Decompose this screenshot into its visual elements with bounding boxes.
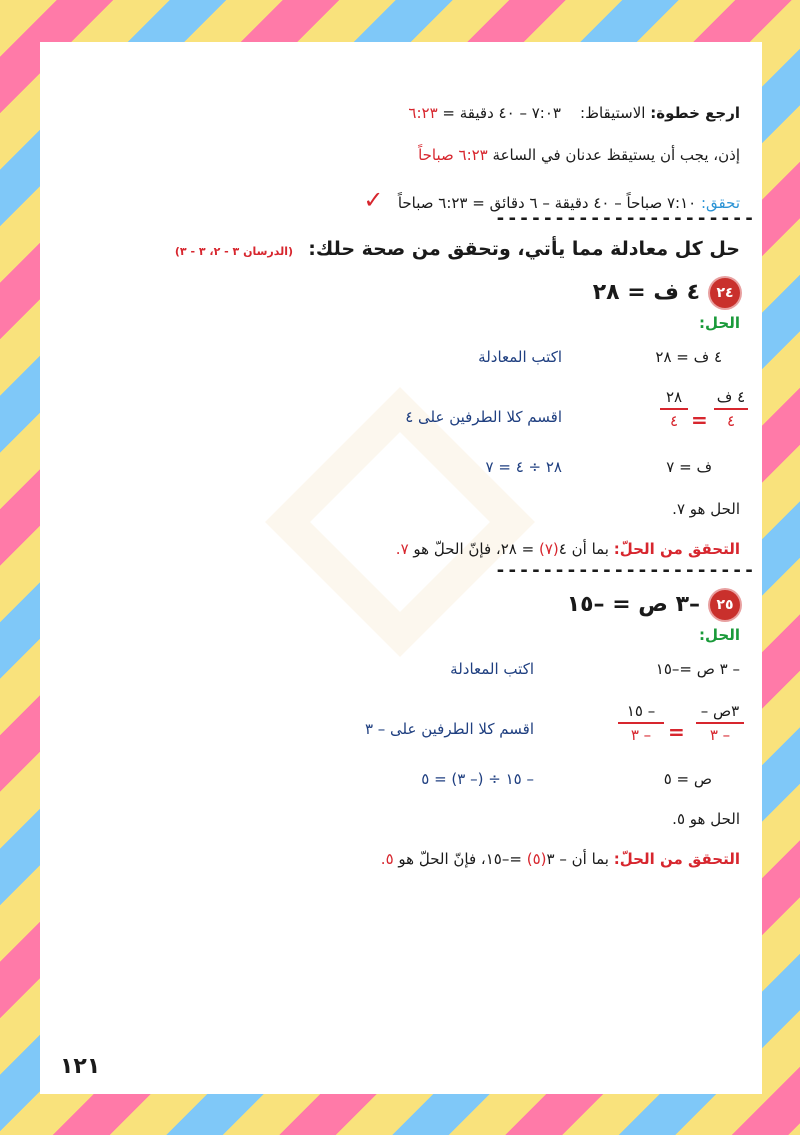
p25-step3-note: – ١٥ ÷ (– ٣) = ٥ — [421, 770, 534, 788]
p25-verify-line — [381, 850, 740, 868]
p24-frac-left-num: ٤ ف — [716, 388, 746, 406]
p24-equals: = — [691, 408, 708, 432]
problem-24-badge: ٢٤ — [710, 278, 740, 308]
problem-25-badge: ٢٥ — [710, 590, 740, 620]
p25-frac-left — [696, 702, 744, 744]
p25-answer: الحل هو ٥. — [672, 810, 740, 828]
section-lessons: (الدرسان ٣ - ٢، ٣ - ٣) — [174, 245, 294, 258]
p24-frac-right-num: ٢٨ — [665, 388, 683, 406]
check-mark-icon: ✓ — [363, 186, 384, 214]
p25-frac-left-den: ٣ – — [709, 726, 731, 744]
page-number: ١٢١ — [60, 1054, 101, 1079]
review-line — [408, 104, 740, 122]
p24-frac-left — [714, 388, 748, 430]
review-label: ارجع خطوة: — [650, 104, 740, 122]
p24-step3-note: ٢٨ ÷ ٤ = ٧ — [485, 458, 562, 476]
p24-frac-right-den: ٤ — [669, 412, 679, 430]
p24-step3-eq: ف = ٧ — [666, 458, 712, 476]
p25-verify-d: ٥. — [380, 850, 394, 868]
p25-verify-a: بما أن – ٣ — [546, 850, 609, 868]
p24-verify-a: بما أن ٤ — [558, 540, 609, 558]
p25-frac-right-den: ٣ – — [630, 726, 652, 744]
p24-step2-note: اقسم كلا الطرفين على ٤ — [405, 408, 562, 426]
problem-25-solution-label: الحل: — [699, 626, 740, 644]
problem-24-equation: ٤ ف = ٢٨ — [592, 280, 700, 305]
p25-step1-eq: – ٣ ص =–١٥ — [655, 660, 740, 678]
then-time: ٦:٢٣ صباحاً — [418, 146, 488, 164]
p25-verify-label: التحقق من الحلّ: — [613, 850, 740, 868]
p25-frac-right-num: ١٥ – — [626, 702, 656, 720]
p24-verify-d: ٧. — [395, 540, 409, 558]
p24-verify-c: = ٢٨، فإنّ الحلّ هو — [413, 540, 535, 558]
section-heading: حل كل معادلة مما يأتي، وتحقق من صحة حلك: — [308, 238, 740, 260]
p24-verify-label: التحقق من الحلّ: — [613, 540, 740, 558]
p25-step1-note: اكتب المعادلة — [450, 660, 534, 678]
check-label: تحقق: — [700, 194, 740, 212]
p24-step1-note: اكتب المعادلة — [478, 348, 562, 366]
p24-step1-eq: ٤ ف = ٢٨ — [655, 348, 722, 366]
p24-answer: الحل هو ٧. — [672, 500, 740, 518]
review-calc: ٧:٠٣ – ٤٠ دقيقة = — [442, 104, 561, 122]
problem-24-solution-label: الحل: — [699, 314, 740, 332]
then-line — [418, 146, 740, 164]
section-heading-line — [175, 238, 740, 260]
review-text: الاستيقاظ: — [580, 104, 646, 122]
review-result: ٦:٢٣ — [408, 104, 438, 122]
p24-frac-right — [660, 388, 688, 430]
p24-verify-line — [396, 540, 740, 558]
p25-frac-left-num: – ٣ص — [700, 702, 740, 720]
p24-frac-left-den: ٤ — [726, 412, 736, 430]
p25-verify-b: (٥) — [526, 850, 547, 868]
p25-step2-note: اقسم كلا الطرفين على – ٣ — [364, 720, 534, 738]
p25-frac-right — [618, 702, 664, 744]
p25-verify-c: =–١٥، فإنّ الحلّ هو — [398, 850, 522, 868]
p24-verify-b: (٧) — [539, 540, 559, 558]
problem-25-equation: –٣ ص = –١٥ — [566, 592, 700, 617]
divider-1: ---------------------- — [495, 208, 756, 229]
check-text: ٧:١٠ صباحاً – ٤٠ دقيقة – ٦ دقائق = ٦:٢٣ صباحاً — [397, 194, 697, 212]
then-text: إذن، يجب أن يستيقظ عدنان في الساعة — [492, 146, 740, 164]
p25-equals: = — [668, 720, 685, 744]
page-sheet — [40, 42, 762, 1094]
p25-step3-eq: ص = ٥ — [663, 770, 712, 788]
divider-2: ---------------------- — [495, 560, 756, 581]
